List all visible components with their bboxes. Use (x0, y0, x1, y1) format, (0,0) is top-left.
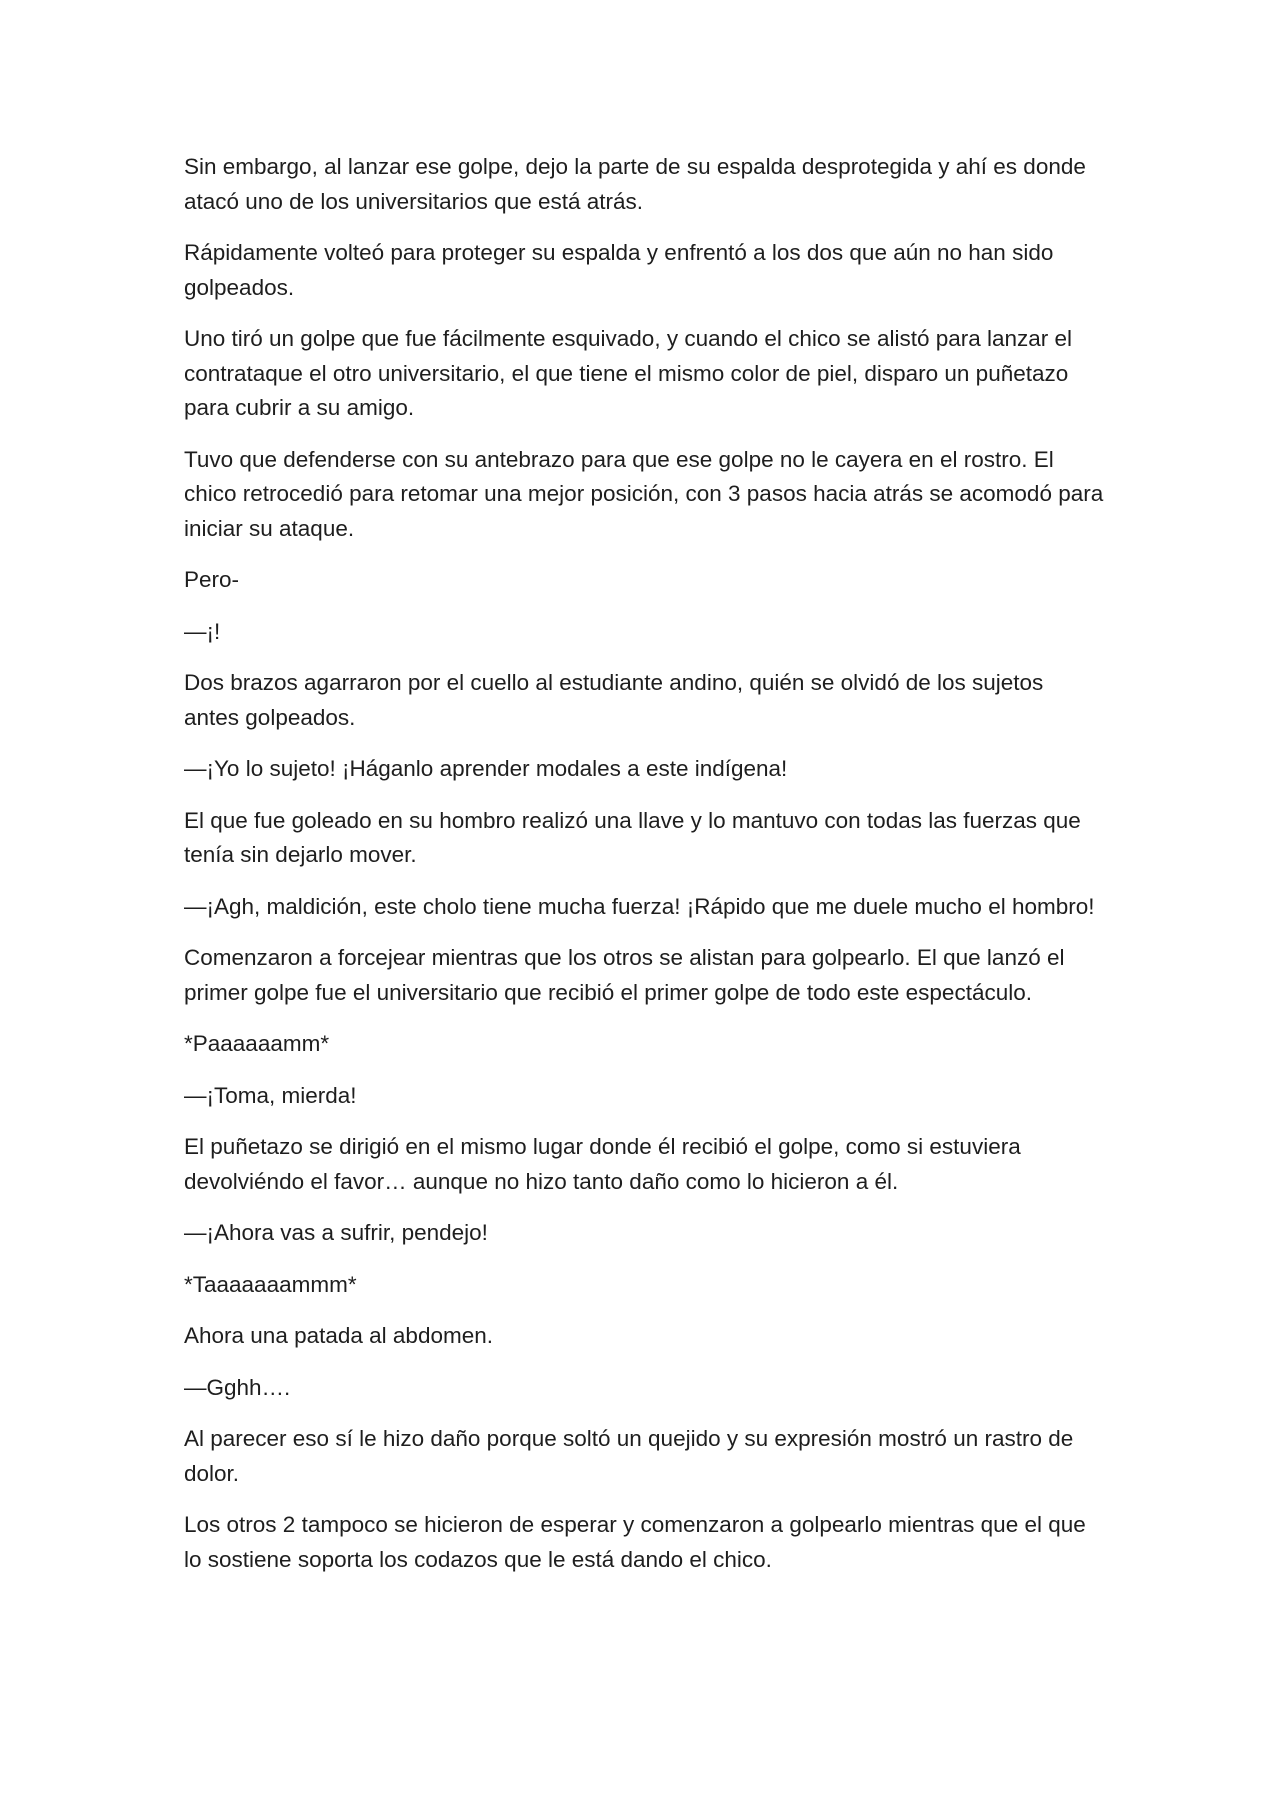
paragraph: —¡Yo lo sujeto! ¡Háganlo aprender modales a este indígena! (184, 756, 788, 781)
paragraph: Al parecer eso sí le hizo daño porque soltó un quejido y su expresión mostró un rastro de dolor. (184, 1426, 1074, 1486)
paragraph: Dos brazos agarraron por el cuello al estudiante andino, quién se olvidó de los sujetos antes golpeados. (184, 670, 1044, 730)
paragraph: Pero- (184, 567, 240, 592)
paragraph: —¡! (184, 618, 221, 644)
paragraph: —¡Ahora vas a sufrir, pendejo! (184, 1220, 488, 1245)
paragraph: —¡Agh, maldición, este cholo tiene mucha fuerza! ¡Rápido que me duele mucho el hombro! (184, 893, 1095, 919)
paragraph: —¡Toma, mierda! (184, 1082, 357, 1108)
paragraph: Ahora una patada al abdomen. (184, 1323, 493, 1348)
paragraph: *Paaaaaamm* (184, 1031, 330, 1056)
paragraph: Uno tiró un golpe que fue fácilmente esquivado, y cuando el chico se alistó para lanzar el contrataque el otro universitario, el que tiene el mismo color de piel, disparo un puñetazo para cubrir a su amigo. (184, 326, 1073, 420)
paragraph: Tuvo que defenderse con su antebrazo para que ese golpe no le cayera en el rostro. El chico retrocedió para retomar una mejor posición, con 3 pasos hacia atrás se acomodó para iniciar su ataque. (184, 446, 1104, 541)
paragraph: Sin embargo, al lanzar ese golpe, dejo la parte de su espalda desprotegida y ahí es donde atacó uno de los universitarios que está atrás. (184, 154, 1086, 214)
paragraph: —Gghh…. (184, 1374, 291, 1400)
paragraph: Los otros 2 tampoco se hicieron de esperar y comenzaron a golpearlo mientras que el que lo sostiene soporta los codazos que le está dando el chico. (184, 1512, 1086, 1572)
document-body (184, 150, 1104, 1594)
paragraph: El que fue goleado en su hombro realizó una llave y lo mantuvo con todas las fuerzas que tenía sin dejarlo mover. (184, 807, 1081, 867)
paragraph: *Taaaaaaammm* (184, 1271, 357, 1297)
paragraph: Rápidamente volteó para proteger su espalda y enfrentó a los dos que aún no han sido golpeados. (184, 240, 1054, 300)
paragraph: Comenzaron a forcejear mientras que los otros se alistan para golpearlo. El que lanzó el primer golpe fue el universitario que recibió el primer golpe de todo este espectáculo. (184, 945, 1065, 1005)
paragraph: El puñetazo se dirigió en el mismo lugar donde él recibió el golpe, como si estuviera devolviéndo el favor… aunque no hizo tanto daño como lo hicieron a él. (184, 1134, 1021, 1194)
